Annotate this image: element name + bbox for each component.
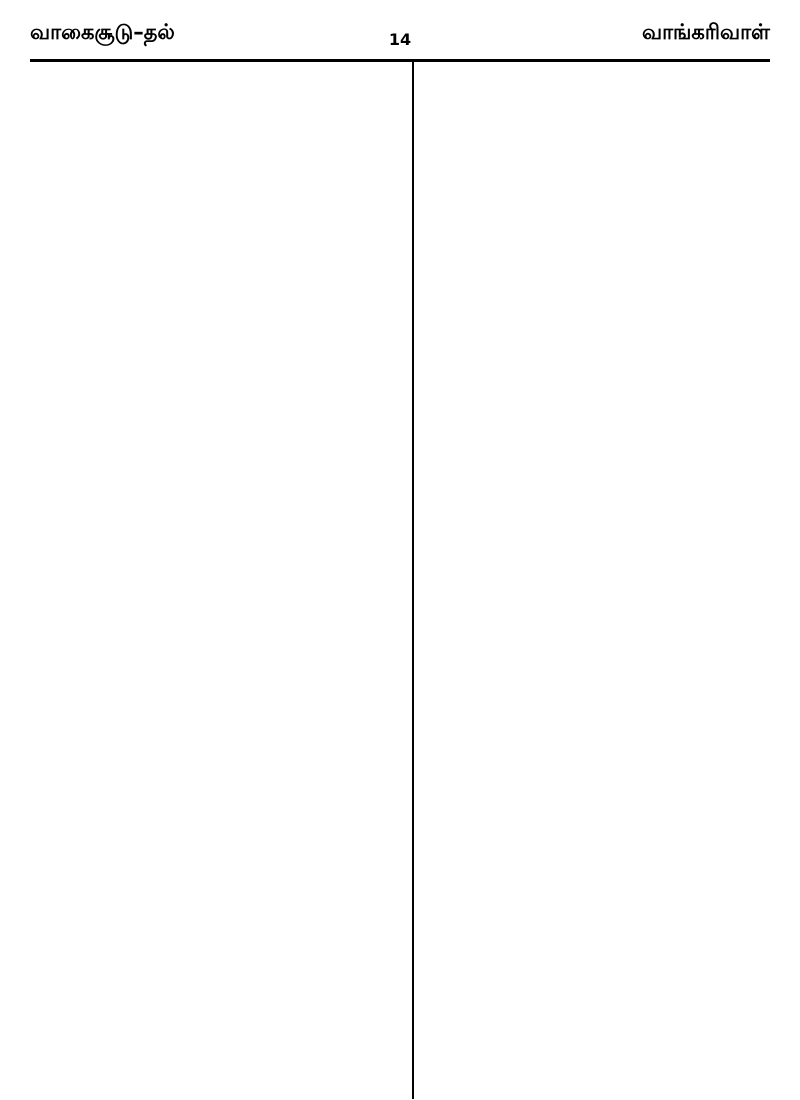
column-divider bbox=[412, 59, 414, 1099]
page-number: 14 bbox=[388, 30, 412, 49]
right-running-headword: வாங்கரிவாள் bbox=[641, 20, 770, 44]
header-rule bbox=[30, 59, 770, 62]
page-header bbox=[0, 0, 800, 60]
left-running-headword: வாகைசூடு–தல் bbox=[30, 20, 175, 44]
